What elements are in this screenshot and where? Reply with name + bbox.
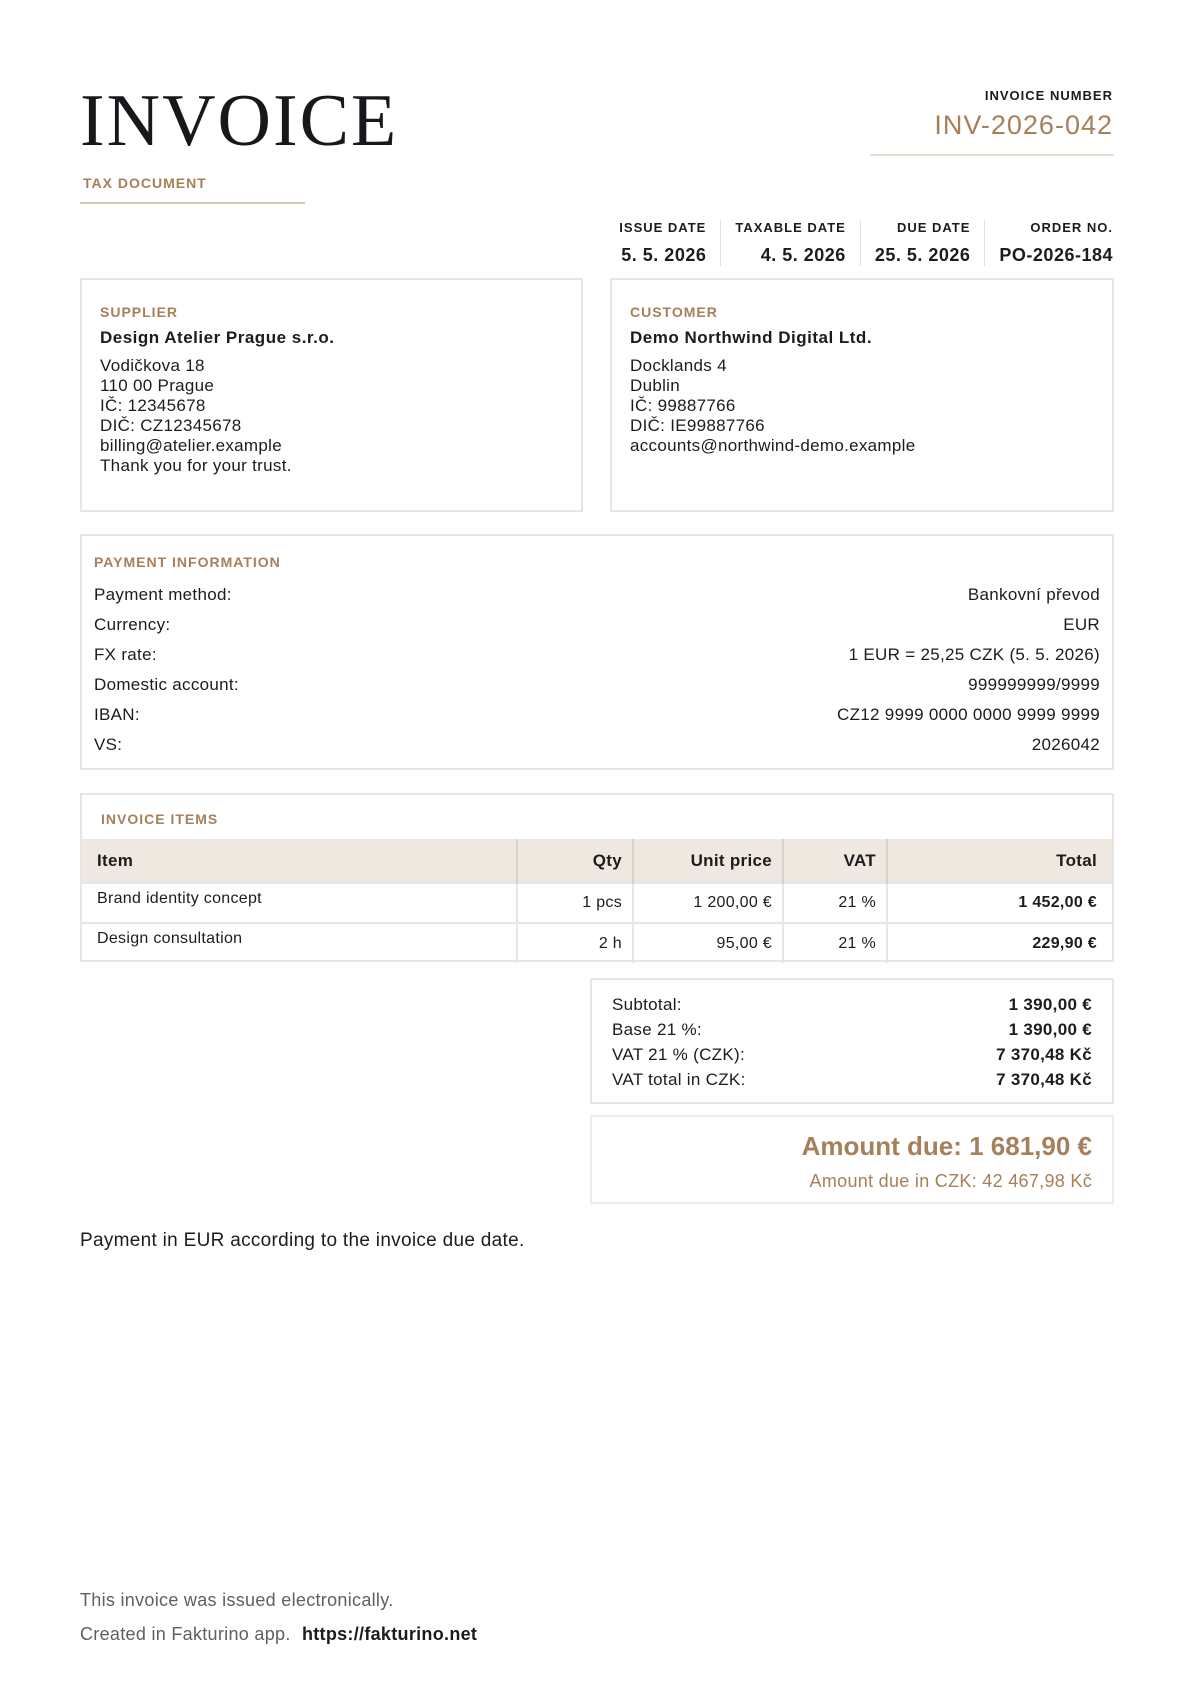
payment-key: VS: — [94, 735, 123, 754]
subtotal-row — [612, 992, 1092, 1017]
payment-note: Payment in EUR according to the invoice due date. — [80, 1230, 525, 1251]
vat-total-row — [612, 1067, 1092, 1092]
col-item: Item — [82, 839, 517, 883]
currency-row — [94, 610, 1100, 640]
col-total: Total — [887, 839, 1112, 883]
item-name: Design consultation — [82, 923, 517, 963]
payment-key: FX rate: — [94, 645, 157, 664]
totals-key: Subtotal: — [612, 995, 682, 1014]
invoice-number-label: INVOICE NUMBER — [984, 88, 1113, 103]
table-row — [82, 923, 1112, 963]
items-label: INVOICE ITEMS — [101, 811, 219, 827]
totals-key: VAT 21 % (CZK): — [612, 1045, 745, 1064]
invoice-items — [80, 793, 1114, 962]
payment-value: 999999999/9999 — [968, 675, 1100, 694]
supplier-note: Thank you for your trust. — [100, 456, 292, 475]
footer-created — [80, 1624, 477, 1645]
document-type: TAX DOCUMENT — [83, 175, 207, 191]
customer-box — [610, 278, 1114, 512]
totals-key: VAT total in CZK: — [612, 1070, 746, 1089]
fakturino-link[interactable]: https://fakturino.net — [301, 1624, 478, 1644]
customer-street: Docklands 4 — [630, 356, 727, 375]
payment-key: Domestic account: — [94, 675, 239, 694]
customer-label: CUSTOMER — [630, 304, 718, 320]
totals-value: 7 370,48 Kč — [996, 1045, 1092, 1064]
payment-value: CZ12 9999 0000 0000 9999 9999 — [837, 705, 1100, 724]
supplier-email: billing@atelier.example — [100, 436, 282, 455]
supplier-label: SUPPLIER — [100, 304, 179, 320]
date-label: ISSUE DATE — [619, 220, 707, 235]
invoice-number: INV-2026-042 — [934, 110, 1113, 140]
item-qty: 1 pcs — [517, 883, 633, 923]
supplier-street: Vodičkova 18 — [100, 356, 205, 375]
date-label: TAXABLE DATE — [735, 220, 846, 235]
customer-name: Demo Northwind Digital Ltd. — [630, 328, 873, 347]
base-row — [612, 1017, 1092, 1042]
supplier-city: 110 00 Prague — [100, 376, 215, 395]
table-row — [82, 883, 1112, 923]
supplier-name: Design Atelier Prague s.r.o. — [100, 328, 335, 347]
supplier-ic: IČ: 12345678 — [100, 396, 206, 415]
item-unit-price: 1 200,00 € — [633, 883, 783, 923]
iban-row — [94, 700, 1100, 730]
item-vat: 21 % — [783, 883, 887, 923]
payment-key: IBAN: — [94, 705, 140, 724]
doc-type-divider — [80, 202, 305, 204]
supplier-dic: DIČ: CZ12345678 — [100, 416, 242, 435]
payment-value: 2026042 — [1031, 735, 1100, 754]
payment-value: Bankovní převod — [967, 585, 1100, 604]
date-value: 5. 5. 2026 — [621, 245, 707, 265]
item-unit-price: 95,00 € — [633, 923, 783, 963]
item-vat: 21 % — [783, 923, 887, 963]
taxable-date — [721, 220, 860, 266]
col-qty: Qty — [517, 839, 633, 883]
items-table — [82, 839, 1112, 963]
col-vat: VAT — [783, 839, 887, 883]
date-value: 4. 5. 2026 — [760, 245, 846, 265]
date-label: ORDER NO. — [1030, 220, 1113, 235]
issue-date — [605, 220, 721, 266]
payment-key: Currency: — [94, 615, 171, 634]
item-total: 1 452,00 € — [887, 883, 1112, 923]
payment-information — [80, 534, 1114, 770]
vs-row — [94, 730, 1100, 760]
item-name: Brand identity concept — [82, 883, 517, 923]
supplier-box — [80, 278, 583, 512]
totals-box — [590, 978, 1114, 1104]
order-number — [985, 220, 1113, 266]
footer-issued: This invoice was issued electronically. — [80, 1590, 394, 1610]
customer-email: accounts@northwind-demo.example — [630, 436, 916, 455]
domestic-account-row — [94, 670, 1100, 700]
amount-due-box — [590, 1115, 1114, 1204]
customer-dic: DIČ: IE99887766 — [630, 416, 765, 435]
col-unit-price: Unit price — [633, 839, 783, 883]
payment-method-row — [94, 580, 1100, 610]
date-value: PO-2026-184 — [999, 245, 1113, 265]
totals-value: 1 390,00 € — [1008, 995, 1092, 1014]
date-label: DUE DATE — [896, 220, 971, 235]
customer-city: Dublin — [630, 376, 680, 395]
invoice-title: INVOICE — [80, 80, 399, 162]
item-total: 229,90 € — [887, 923, 1112, 963]
invoice-number-divider — [870, 154, 1114, 156]
dates-row — [605, 220, 1113, 266]
date-value: 25. 5. 2026 — [874, 245, 971, 265]
totals-value: 1 390,00 € — [1008, 1020, 1092, 1039]
due-date — [861, 220, 986, 266]
payment-value: EUR — [1063, 615, 1100, 634]
amount-due-czk: Amount due in CZK: 42 467,98 Kč — [809, 1171, 1092, 1191]
totals-value: 7 370,48 Kč — [996, 1070, 1092, 1089]
payment-key: Payment method: — [94, 585, 232, 604]
vat-czk-row — [612, 1042, 1092, 1067]
payment-label: PAYMENT INFORMATION — [94, 554, 281, 570]
totals-key: Base 21 %: — [612, 1020, 702, 1039]
payment-value: 1 EUR = 25,25 CZK (5. 5. 2026) — [848, 645, 1100, 664]
footer-created-text: Created in Fakturino app. — [80, 1624, 291, 1644]
fx-rate-row — [94, 640, 1100, 670]
customer-ic: IČ: 99887766 — [630, 396, 736, 415]
table-header-row — [82, 839, 1112, 883]
item-qty: 2 h — [517, 923, 633, 963]
amount-due: Amount due: 1 681,90 € — [801, 1131, 1092, 1161]
